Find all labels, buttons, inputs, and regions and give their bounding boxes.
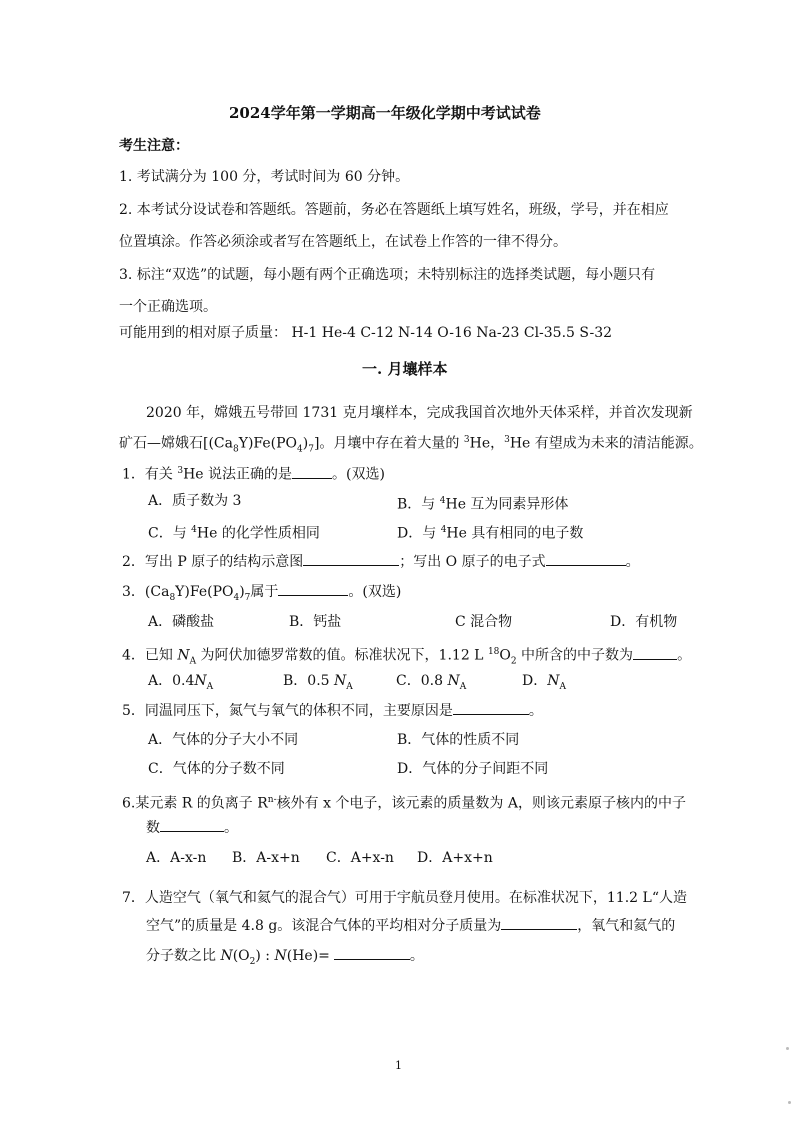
q6-option-a: A．A-x-n [146, 850, 207, 866]
question-6-stem-cont: 数 。 [146, 820, 238, 836]
question-7-line-2: 空气”的质量是 4.8 g。该混合气体的平均相对分子质量为 ，氧气和氦气的 [146, 918, 676, 934]
notice-item-2-cont: 位置填涂。作答必须涂或者写在答题纸上，在试卷上作答的一律不得分。 [119, 234, 567, 250]
q1-option-b: B．与 $^4$He 互为同素异形体 [397, 496, 569, 513]
passage-line-1: 2020 年，嫦娥五号带回 1731 克月壤样本，完成我国首次地外天体采样，并首次发现新 [146, 405, 693, 421]
section-title: 一. 月壤样本 [362, 360, 448, 378]
answer-blank[interactable] [453, 702, 529, 715]
question-6-stem: 6.某元素 R 的负离子 $R^{n-}$核外有 x 个电子，该元素的质量数为 A，则该元素原子核内的中子 [122, 795, 686, 812]
notice-item-1: 1. 考试满分为 100 分，考试时间为 60 分钟。 [119, 169, 410, 185]
answer-blank[interactable] [501, 917, 577, 930]
question-4-stem: 4．已知 $N_A$ 为阿伏加德罗常数的值。标准状况下，1.12 L $^{18}O_2$ 中所含的中子数为 。 [122, 647, 692, 667]
answer-blank[interactable] [278, 583, 348, 596]
answer-blank[interactable] [303, 553, 399, 566]
q3-option-d: D．有机物 [610, 614, 678, 630]
page-number: 1 [395, 1059, 402, 1072]
answer-blank[interactable] [292, 466, 332, 479]
q5-option-b: B．气体的性质不同 [397, 732, 520, 748]
q3-option-a: A．磷酸盐 [148, 614, 215, 630]
q5-option-c: C．气体的分子数不同 [148, 761, 285, 777]
q4-option-b: B．0.5 $N_A$ [283, 673, 353, 692]
q4-option-d: D．$N_A$ [522, 673, 566, 692]
q5-option-d: D．气体的分子间距不同 [397, 761, 549, 777]
notice-heading: 考生注意： [119, 138, 189, 154]
scan-speck [788, 1101, 791, 1104]
answer-blank[interactable] [633, 647, 677, 660]
q4-option-a: A．$0.4N_A$ [148, 673, 214, 692]
notice-item-2: 2. 本考试分设试卷和答题纸。答题前，务必在答题纸上填写姓名，班级，学号，并在相应 [119, 202, 669, 218]
question-7-line-3: 分子数之比 $N(O_2)$ : N(He)= 。 [146, 948, 424, 967]
passage-line-2: 矿石—嫦娥石$[(Ca_8Y)Fe(PO_4)_7]$。月壤中存在着大量的 $^3$He，$^3$He 有望成为未来的清洁能源。 [119, 435, 703, 455]
question-1-stem: 1．有关 $^3$He 说法正确的是 。(双选) [122, 466, 385, 483]
q6-option-c: C．A+x-n [326, 850, 394, 866]
question-2-stem: 2．写出 P 原子的结构示意图 ；写出 O 原子的电子式 。 [122, 554, 640, 570]
q3-option-c: C 混合物 [455, 614, 513, 630]
scan-speck [786, 1047, 789, 1050]
q6-option-d: D．A+x+n [417, 850, 493, 866]
notice-item-3: 3. 标注“双选”的试题，每小题有两个正确选项；未特别标注的选择类试题，每小题只有 [119, 267, 656, 283]
question-3-stem: 3．$(Ca_8Y)Fe(PO_4)_7$属于 。(双选) [122, 584, 402, 603]
q5-option-a: A．气体的分子大小不同 [148, 732, 299, 748]
q1-option-d: D．与 $^4$He 具有相同的电子数 [397, 525, 584, 542]
q3-option-b: B．钙盐 [289, 614, 342, 630]
question-7-line-1: 7．人造空气（氧气和氦气的混合气）可用于宇航员登月使用。在标准状况下，11.2 L“人造 [122, 890, 687, 906]
answer-blank[interactable] [334, 947, 410, 960]
answer-blank[interactable] [160, 819, 224, 832]
q6-option-b: B．A-x+n [232, 850, 300, 866]
atomic-masses: 可能用到的相对原子质量： H-1 He-4 C-12 N-14 O-16 Na-23 Cl-35.5 S-32 [119, 325, 613, 341]
q1-option-a: A．质子数为 3 [148, 493, 242, 509]
q4-option-c: C．0.8 $N_A$ [396, 673, 467, 692]
question-5-stem: 5．同温同压下，氮气与氧气的体积不同，主要原因是 。 [122, 703, 543, 719]
q1-option-c: C．与 $^4$He 的化学性质相同 [148, 525, 320, 542]
exam-title: 2024学年第一学期高一年级化学期中考试试卷 [229, 104, 541, 122]
answer-blank[interactable] [546, 553, 626, 566]
notice-item-3-cont: 一个正确选项。 [119, 299, 217, 315]
